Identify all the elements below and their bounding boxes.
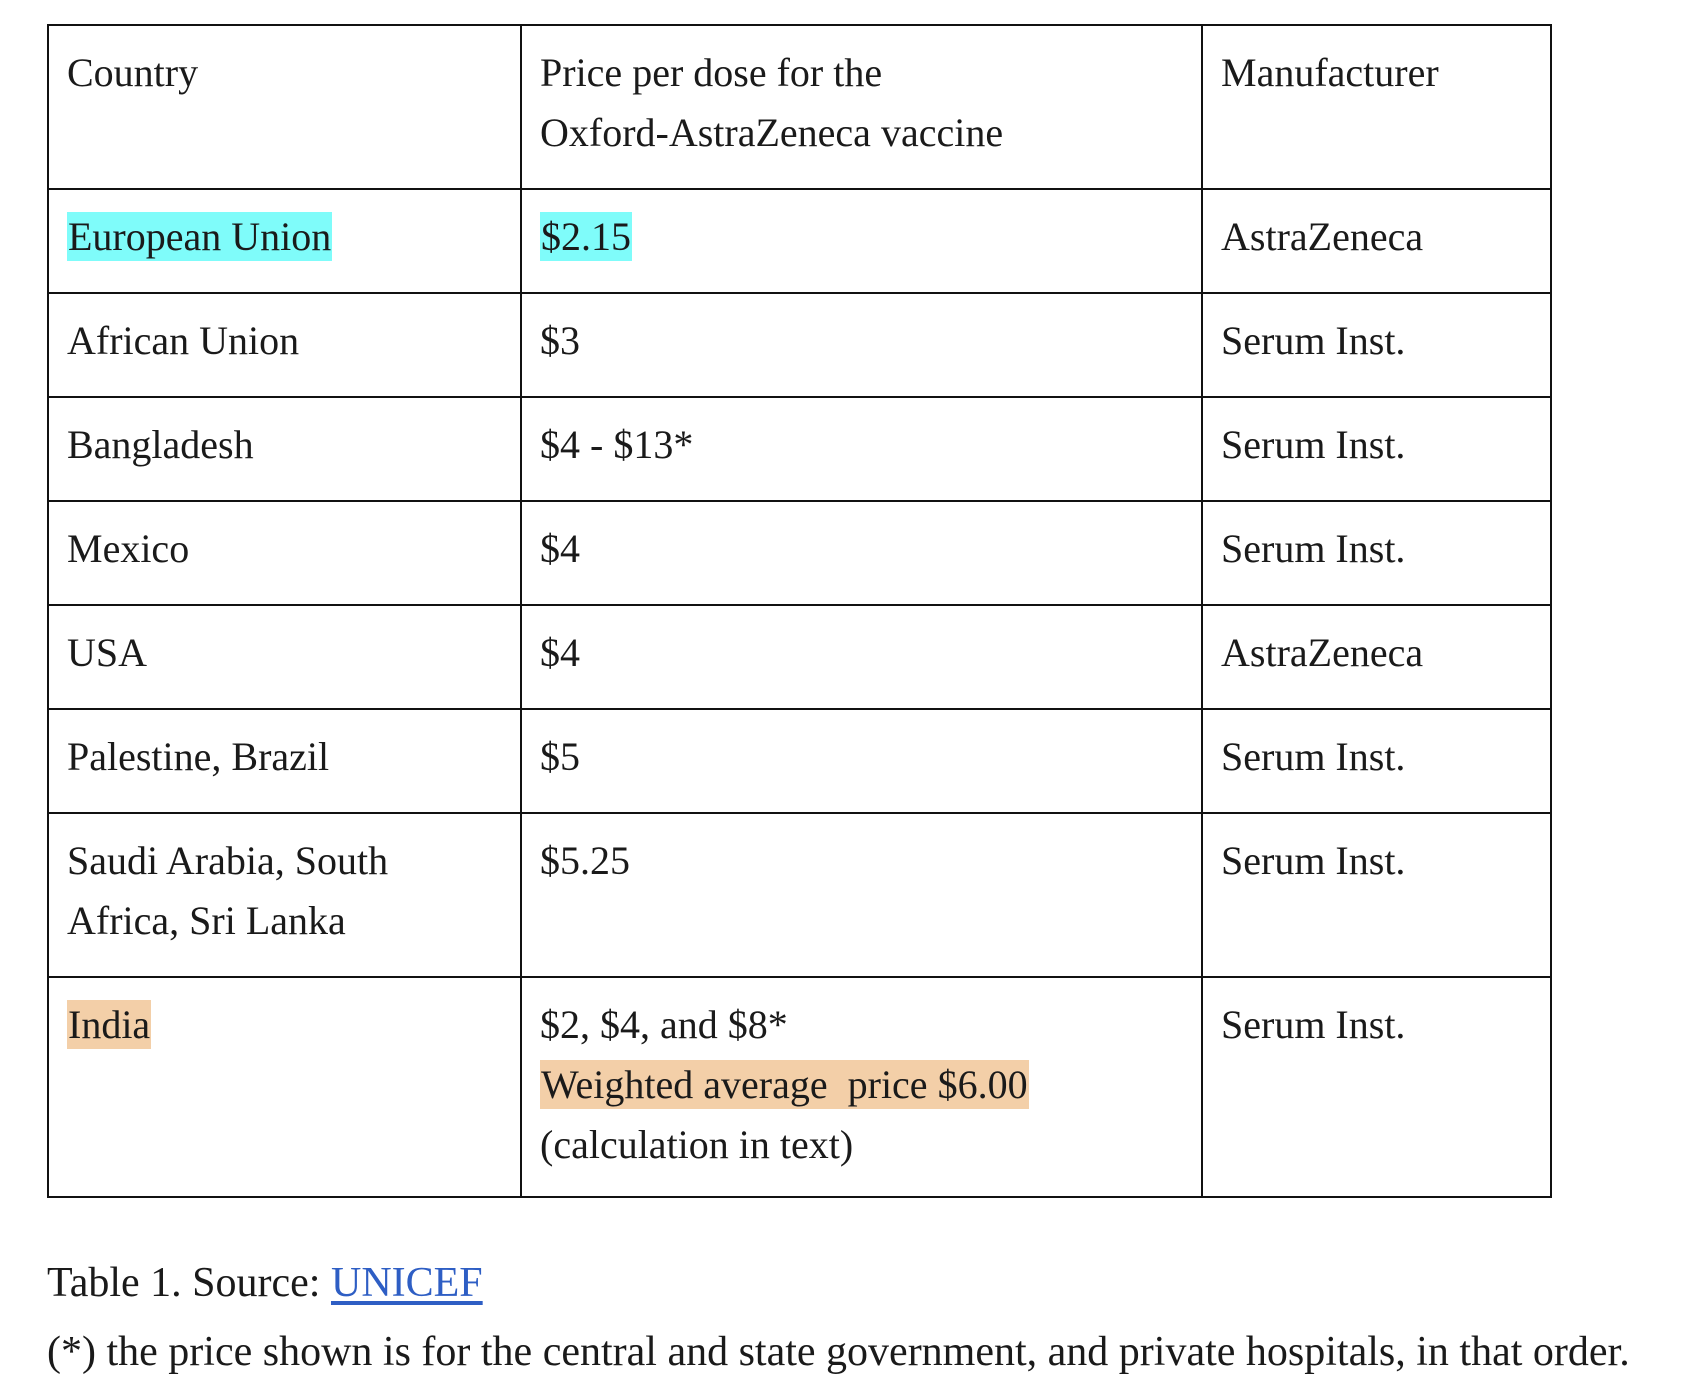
cell-price — [521, 293, 1202, 397]
cell-manufacturer — [1202, 977, 1551, 1197]
price-usa: $4 — [540, 630, 580, 675]
price-au: $3 — [540, 318, 580, 363]
manufacturer-bangladesh: Serum Inst. — [1221, 422, 1406, 467]
country-eu: European Union — [68, 214, 332, 259]
cell-country — [48, 709, 521, 813]
price-india-note: (calculation in text) — [540, 1122, 854, 1167]
header-country — [48, 25, 521, 189]
footnote: (*) the price shown is for the central and state government, and private hospitals, in that order. — [47, 1329, 1630, 1375]
country-mexico: Mexico — [67, 526, 190, 571]
header-manufacturer-text: Manufacturer — [1221, 50, 1439, 95]
header-country-text: Country — [67, 50, 199, 95]
cell-manufacturer — [1202, 813, 1551, 977]
price-mexico: $4 — [540, 526, 580, 571]
price-saudi: $5.25 — [540, 838, 630, 883]
cell-price — [521, 501, 1202, 605]
manufacturer-mexico: Serum Inst. — [1221, 526, 1406, 571]
table-row — [48, 813, 1551, 977]
country-palestine-brazil: Palestine, Brazil — [67, 734, 330, 779]
cell-manufacturer — [1202, 501, 1551, 605]
manufacturer-saudi: Serum Inst. — [1221, 838, 1406, 883]
vaccine-price-table — [47, 24, 1552, 1198]
cell-manufacturer — [1202, 397, 1551, 501]
country-au: African Union — [67, 318, 300, 363]
price-eu: $2.15 — [541, 214, 631, 259]
table-row — [48, 709, 1551, 813]
cell-price — [521, 605, 1202, 709]
cell-price — [521, 709, 1202, 813]
manufacturer-usa: AstraZeneca — [1221, 630, 1424, 675]
cell-country — [48, 501, 521, 605]
country-bangladesh: Bangladesh — [67, 422, 254, 467]
price-bangladesh: $4 - $13* — [540, 422, 694, 467]
cell-manufacturer — [1202, 605, 1551, 709]
cell-country — [48, 605, 521, 709]
caption-prefix: Table 1. Source: — [47, 1260, 331, 1306]
table-header-row — [48, 25, 1551, 189]
header-manufacturer — [1202, 25, 1551, 189]
manufacturer-au: Serum Inst. — [1221, 318, 1406, 363]
cell-manufacturer — [1202, 293, 1551, 397]
table-row — [48, 501, 1551, 605]
price-india-tiers: $2, $4, and $8* — [540, 1002, 788, 1047]
cell-country — [48, 813, 521, 977]
table-caption — [47, 1253, 483, 1313]
cell-manufacturer — [1202, 709, 1551, 813]
manufacturer-palestine-brazil: Serum Inst. — [1221, 734, 1406, 779]
cell-country — [48, 189, 521, 293]
cell-price — [521, 977, 1202, 1197]
header-price-line-2: Oxford-AstraZeneca vaccine — [540, 110, 1004, 155]
table-row — [48, 189, 1551, 293]
manufacturer-eu: AstraZeneca — [1221, 214, 1424, 259]
table-row — [48, 397, 1551, 501]
cell-price — [521, 189, 1202, 293]
price-palestine-brazil: $5 — [540, 734, 580, 779]
country-usa: USA — [67, 630, 148, 675]
cell-manufacturer — [1202, 189, 1551, 293]
country-saudi-line-2: Africa, Sri Lanka — [67, 898, 346, 943]
header-price — [521, 25, 1202, 189]
country-india: India — [68, 1002, 151, 1047]
price-india-weighted: Weighted average price $6.00 — [541, 1062, 1028, 1107]
price-india-weighted-wrap — [540, 1055, 1183, 1115]
header-price-line-1: Price per dose for the — [540, 50, 883, 95]
cell-country — [48, 397, 521, 501]
unicef-link[interactable]: UNICEF — [330, 1260, 483, 1306]
country-saudi-line-1: Saudi Arabia, South — [67, 838, 389, 883]
table-row — [48, 293, 1551, 397]
cell-price — [521, 397, 1202, 501]
cell-country — [48, 977, 521, 1197]
manufacturer-india: Serum Inst. — [1221, 1002, 1406, 1047]
table-row — [48, 977, 1551, 1197]
cell-price — [521, 813, 1202, 977]
cell-country — [48, 293, 521, 397]
table-row — [48, 605, 1551, 709]
